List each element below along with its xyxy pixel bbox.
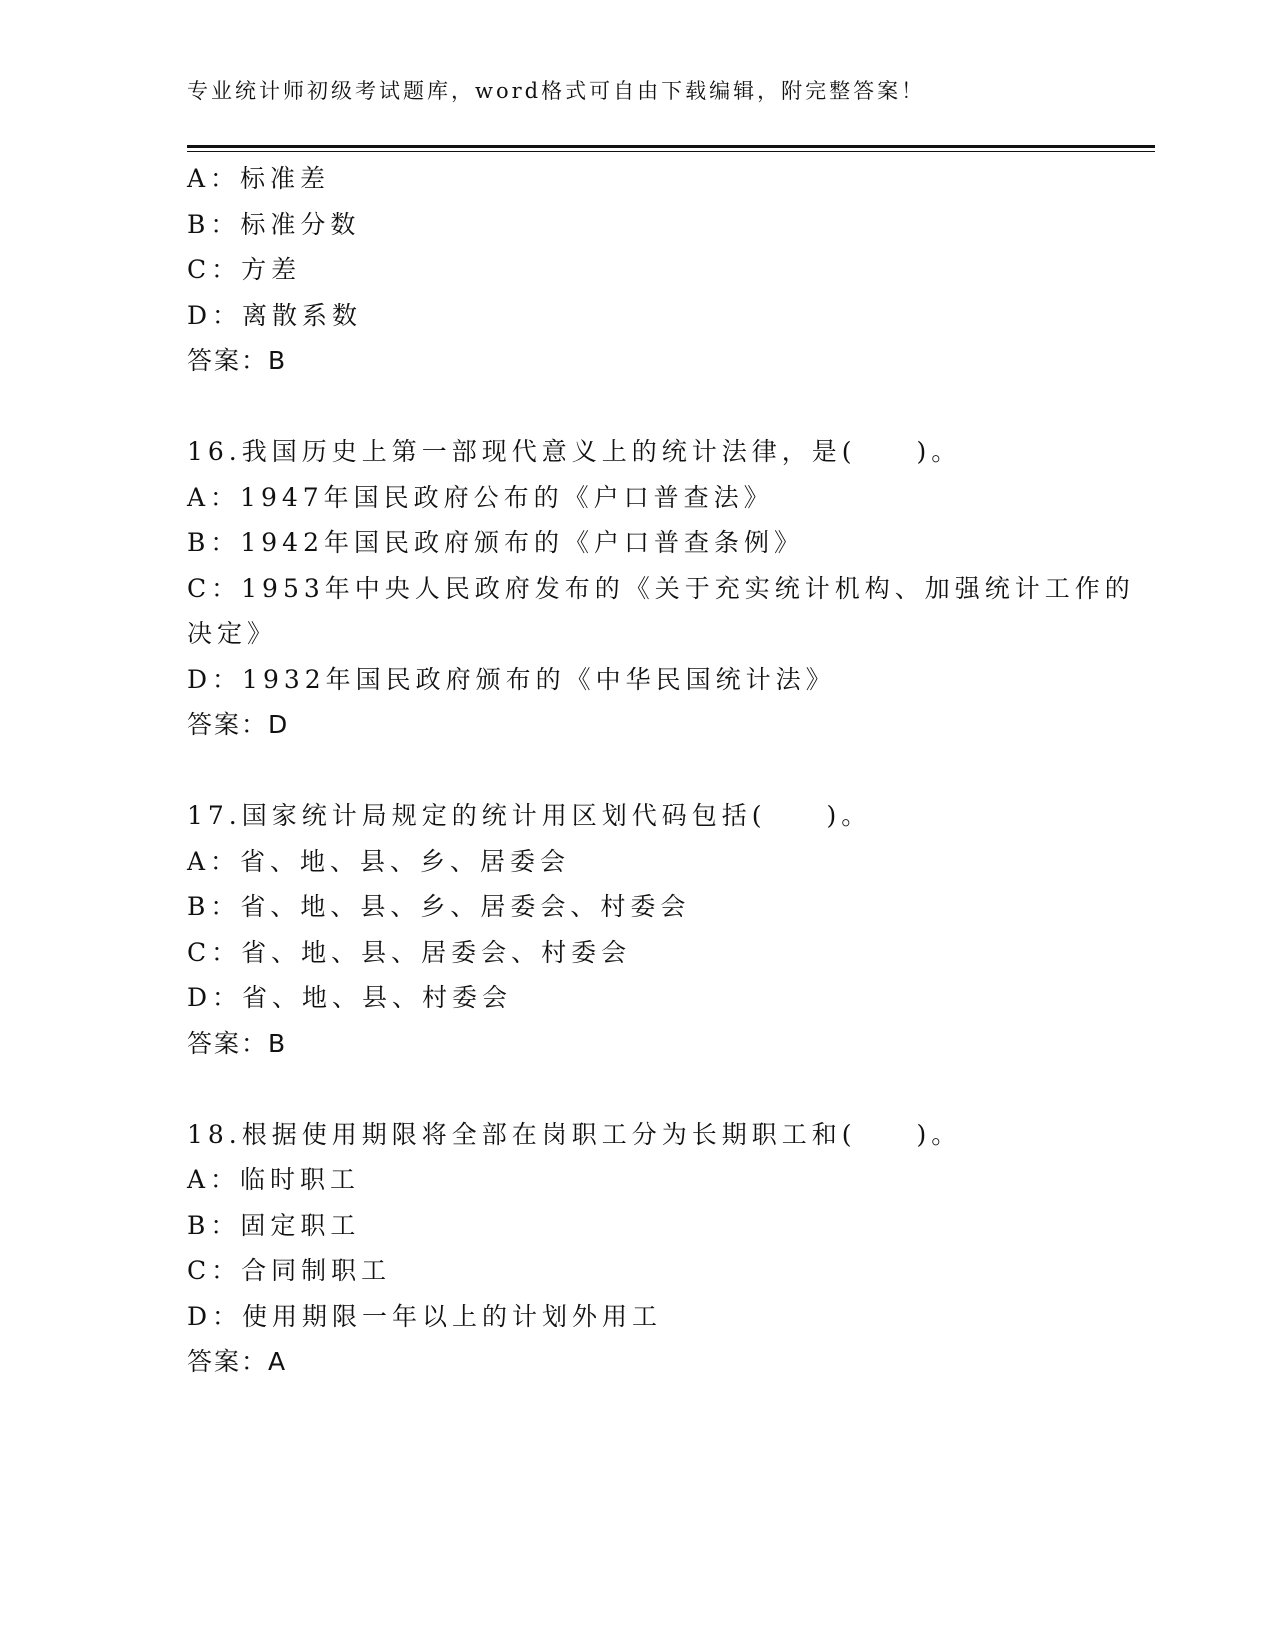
page-header: 专业统计师初级考试题库，word格式可自由下载编辑，附完整答案！ bbox=[187, 79, 926, 103]
option-b: B：固定职工 bbox=[187, 1210, 361, 1240]
answer-line: 答案：B bbox=[187, 1028, 288, 1058]
option-a: A：1947年国民政府公布的《户口普查法》 bbox=[187, 482, 774, 512]
question-block-16 bbox=[187, 429, 1135, 748]
question-stem: 16.我国历史上第一部现代意义上的统计法律，是( )。 bbox=[187, 437, 962, 466]
header-rule-thick bbox=[187, 145, 1155, 148]
question-block-15 bbox=[187, 156, 1117, 384]
spacer bbox=[187, 748, 1117, 794]
option-b: B：省、地、县、乡、居委会、村委会 bbox=[187, 892, 691, 921]
option-a: A：标准差 bbox=[187, 164, 331, 193]
question-stem: 17.国家统计局规定的统计用区划代码包括( )。 bbox=[187, 801, 872, 830]
option-d: D：1932年国民政府颁布的《中华民国统计法》 bbox=[187, 664, 836, 694]
option-a: A：临时职工 bbox=[187, 1165, 361, 1194]
answer-line: 答案：B bbox=[187, 346, 288, 375]
answer-line: 答案：A bbox=[187, 1347, 288, 1376]
option-c-continued: 决定》 bbox=[187, 619, 278, 648]
spacer bbox=[187, 384, 1117, 430]
question-stem: 18.根据使用期限将全部在岗职工分为长期职工和( )。 bbox=[187, 1119, 962, 1149]
option-c: C：省、地、县、居委会、村委会 bbox=[187, 937, 632, 967]
option-d: D：离散系数 bbox=[187, 300, 363, 330]
question-block-18 bbox=[187, 1112, 1117, 1385]
question-block-17 bbox=[187, 793, 1117, 1066]
option-b: B：1942年国民政府颁布的《户口普查条例》 bbox=[187, 528, 804, 557]
option-d: D：省、地、县、村委会 bbox=[187, 983, 513, 1012]
option-a: A：省、地、县、乡、居委会 bbox=[187, 846, 571, 876]
option-c: C：1953年中央人民政府发布的《关于充实统计机构、加强统计工作的 bbox=[187, 573, 1135, 603]
option-c: C：方差 bbox=[187, 255, 302, 284]
option-d: D：使用期限一年以上的计划外用工 bbox=[187, 1301, 663, 1331]
question-list bbox=[187, 156, 1135, 1385]
option-c: C：合同制职工 bbox=[187, 1256, 392, 1285]
spacer bbox=[187, 1066, 1117, 1112]
option-b: B：标准分数 bbox=[187, 209, 361, 239]
header-rule-thin bbox=[187, 151, 1155, 152]
answer-line: 答案：D bbox=[187, 710, 290, 739]
